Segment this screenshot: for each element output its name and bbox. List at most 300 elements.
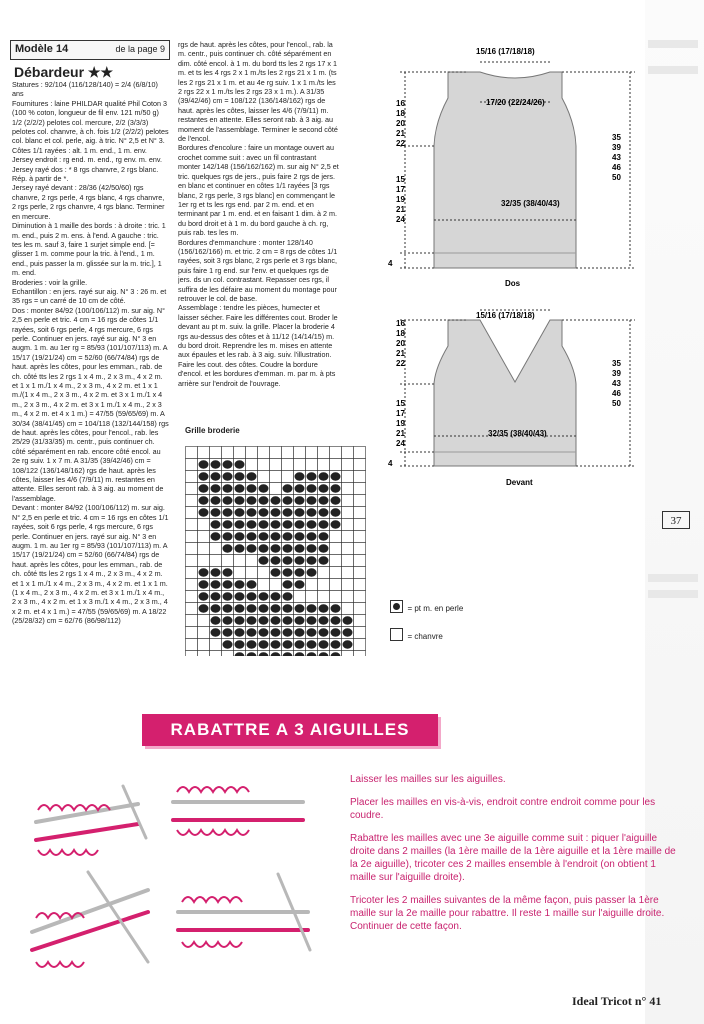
legend-empty-label: = chanvre xyxy=(407,632,443,641)
grid-cell xyxy=(198,615,210,627)
title-name: Débardeur xyxy=(14,64,85,80)
grid-cell xyxy=(342,567,354,579)
grid-cell xyxy=(258,471,270,483)
dos-top-width: 15/16 (17/18/18) xyxy=(476,47,535,56)
grid-stitch-dot xyxy=(271,604,281,612)
devant-rib-height: 4 xyxy=(388,459,393,468)
grid-cell xyxy=(306,447,318,459)
grid-stitch-dot xyxy=(283,544,293,552)
grid-cell xyxy=(354,483,366,495)
dos-right-label: 35 xyxy=(612,133,621,142)
grid-stitch-dot xyxy=(295,568,305,576)
grid-cell xyxy=(186,459,198,471)
grid-cell xyxy=(342,651,354,657)
legend-item-empty xyxy=(390,626,443,644)
grid-cell xyxy=(186,543,198,555)
grid-cell xyxy=(306,459,318,471)
grid-stitch-dot xyxy=(259,628,269,636)
devant-left-top-label: 16 xyxy=(396,319,405,328)
rabattre-step: Tricoter les 2 mailles suivantes de la même façon, puis passer la 1ère maille sur la 2e maille pour rabattre. Il reste 1 maille sur l'aiguille droite. Continuer de cette façon. xyxy=(350,895,665,932)
grid-cell xyxy=(354,627,366,639)
grid-cell xyxy=(354,519,366,531)
grid-stitch-dot xyxy=(247,532,257,540)
grid-stitch-dot xyxy=(331,604,341,612)
rabattre-banner xyxy=(142,714,438,746)
grid-cell xyxy=(246,459,258,471)
para-cotes: Côtes 1/1 rayées : alt. 1 m. end., 1 m. env. xyxy=(12,145,147,155)
grid-cell xyxy=(294,447,306,459)
dos-left-top-label: 18 xyxy=(396,109,405,118)
para-bordures-emmanchure: Bordures d'emmanchure : monter 128/140 (156/162/166) m. et tric. 2 cm = 8 rgs de côtes 1/1 rayées, soit 3 rgs blanc, 2 rgs perle et 3 rgs blanc, puis faire 1 rg end. sur l'env. et quelques rgs de jers. ds un col. contrastant. Repasser ces rgs, il suffira de les défaire au moment du montage pour retrouver le col. de base. xyxy=(178,237,338,303)
grid-stitch-dot xyxy=(235,592,245,600)
grid-cell xyxy=(186,627,198,639)
grid-stitch-dot xyxy=(295,628,305,636)
dos-right-label: 50 xyxy=(612,173,621,182)
grid-stitch-dot xyxy=(319,616,329,624)
adjacent-page-ghost-line xyxy=(648,40,698,48)
grid-stitch-dot xyxy=(295,604,305,612)
grid-stitch-dot xyxy=(211,460,221,468)
dos-caption: Dos xyxy=(505,279,521,288)
grid-stitch-dot xyxy=(235,604,245,612)
grid-stitch-dot xyxy=(247,496,257,504)
legend-dot-icon xyxy=(390,600,403,613)
devant-left-top-label: 18 xyxy=(396,329,405,338)
grid-stitch-dot xyxy=(283,592,293,600)
grid-stitch-dot xyxy=(247,580,257,588)
grid-stitch-dot xyxy=(223,592,233,600)
grid-stitch-dot xyxy=(307,640,317,648)
grid-stitch-dot xyxy=(319,532,329,540)
grid-cell xyxy=(246,555,258,567)
model-header xyxy=(10,40,170,60)
grid-stitch-dot xyxy=(211,484,221,492)
grid-cell xyxy=(186,519,198,531)
grid-cell xyxy=(186,639,198,651)
grid-stitch-dot xyxy=(319,520,329,528)
grid-stitch-dot xyxy=(295,544,305,552)
grid-stitch-dot xyxy=(211,472,221,480)
grid-stitch-dot xyxy=(283,628,293,636)
grid-cell xyxy=(270,579,282,591)
grid-stitch-dot xyxy=(283,604,293,612)
grid-stitch-dot xyxy=(259,520,269,528)
grid-stitch-dot xyxy=(259,508,269,516)
grid-cell xyxy=(354,615,366,627)
grid-stitch-dot xyxy=(295,484,305,492)
dos-left-top-label: 22 xyxy=(396,139,405,148)
grid-cell xyxy=(318,591,330,603)
grid-cell xyxy=(246,447,258,459)
grid-stitch-dot xyxy=(235,580,245,588)
para-encolure: rgs de haut. après les côtes, pour l'encol., rab. la m. centr., puis continuer ch. côté séparément en dim. côté encol. à 1 m. du bord tts les 2 rgs 17 x 1 m. et ts les 4 rgs 2 x 1 m./ts les 2 rgs 21 x 1 m. (ts les 2 rgs 21 x 1 m. et au 4e rg suiv. 1 x 1 m./ts les 2 rgs 22 x 1 m./ts les 2 rgs 23 x 1 m.). A 31/35 (39/42/46) cm = 108/122 (136/148/162) rgs de haut. après les côtes, laisser les 4/6 (7/9/11) m. restantes en attente. Elles seront rab. à 3 aig. au moment de l'assemblage. Terminer le second côté de l'encol. xyxy=(178,40,338,144)
grid-stitch-dot xyxy=(247,520,257,528)
grid-cell xyxy=(330,555,342,567)
grid-cell xyxy=(186,615,198,627)
grid-cell xyxy=(258,447,270,459)
grid-cell xyxy=(186,603,198,615)
grid-stitch-dot xyxy=(259,604,269,612)
pattern-title xyxy=(14,64,113,81)
dos-left-top-label: 20 xyxy=(396,119,405,128)
grid-cell xyxy=(354,651,366,657)
grid-stitch-dot xyxy=(235,616,245,624)
grid-cell xyxy=(222,555,234,567)
para-statures: Statures : 92/104 (116/128/140) = 2/4 (6/8/10) ans xyxy=(12,80,158,99)
grid-cell xyxy=(258,459,270,471)
para-jersey-raye-dos: Jersey rayé dos : * 8 rgs chanvre, 2 rgs blanc. Rép. à partir de *. xyxy=(12,164,159,184)
knitting-illustrations xyxy=(28,762,328,972)
para-broderies: Broderies : voir la grille. xyxy=(12,277,88,287)
grid-stitch-dot xyxy=(247,640,257,648)
grid-stitch-dot xyxy=(295,640,305,648)
dos-left-bottom-label: 24 xyxy=(396,215,405,224)
grid-stitch-dot xyxy=(223,616,233,624)
grid-stitch-dot xyxy=(319,472,329,480)
para-fournitures: Fournitures : laine PHILDAR qualité Phil Coton 3 (100 % coton, longueur de fil env. 121 m/50 g) 1/2 (2/2/2) pelotes col. mercure, 2/2 (3/3/3) pelotes col. chanvre, à ch. fois 1/2 (2/2/2) pelotes col. blanc et col. perle, aig. à tric. N° 2,5 et N° 3. xyxy=(12,98,169,146)
grid-cell xyxy=(198,627,210,639)
dos-rib-height: 4 xyxy=(388,259,393,268)
grid-stitch-dot xyxy=(307,532,317,540)
para-echantillon: Echantillon : en jers. rayé sur aig. N° 3 : 26 m. et 35 rgs = un carré de 10 cm de côté. xyxy=(12,286,167,306)
grid-cell xyxy=(270,459,282,471)
grid-cell xyxy=(354,495,366,507)
grid-stitch-dot xyxy=(199,580,209,588)
grid-cell xyxy=(330,531,342,543)
grid-cell xyxy=(222,447,234,459)
grid-cell xyxy=(186,591,198,603)
grid-stitch-dot xyxy=(259,556,269,564)
grid-stitch-dot xyxy=(211,496,221,504)
dos-right-label: 39 xyxy=(612,143,621,152)
grid-stitch-dot xyxy=(295,532,305,540)
devant-left-bottom-label: 15 xyxy=(396,399,405,408)
grid-cell xyxy=(330,567,342,579)
grid-cell xyxy=(330,447,342,459)
grid-cell xyxy=(198,651,210,657)
grid-stitch-dot xyxy=(211,580,221,588)
grid-stitch-dot xyxy=(223,460,233,468)
grid-cell xyxy=(342,507,354,519)
grid-cell xyxy=(186,651,198,657)
grid-stitch-dot xyxy=(247,604,257,612)
grid-stitch-dot xyxy=(307,472,317,480)
grid-cell xyxy=(210,639,222,651)
grid-stitch-dot xyxy=(319,544,329,552)
grid-stitch-dot xyxy=(343,640,353,648)
para-jersey-raye-devant: Jersey rayé devant : 28/36 (42/50/60) rgs chanvre, 2 rgs perle, 4 rgs blanc, 4 rgs chanvre, 2 rgs perle, 2 rgs chanvre, 4 rgs blanc. Terminer en mercure. xyxy=(12,183,165,221)
grid-cell xyxy=(354,603,366,615)
grid-stitch-dot xyxy=(319,508,329,516)
grid-cell xyxy=(198,519,210,531)
dos-left-bottom-label: 17 xyxy=(396,185,405,194)
legend-empty-icon xyxy=(390,628,403,641)
illustration-step-2 xyxy=(173,787,303,835)
grid-stitch-dot xyxy=(307,520,317,528)
devant-right-label: 46 xyxy=(612,389,621,398)
banner-title: RABATTRE A 3 AIGUILLES xyxy=(170,720,410,739)
grid-stitch-dot xyxy=(259,640,269,648)
grid-stitch-dot xyxy=(235,460,245,468)
grid-stitch-dot xyxy=(343,628,353,636)
grid-stitch-dot xyxy=(307,556,317,564)
illustration-step-3 xyxy=(32,872,148,967)
grid-stitch-dot xyxy=(295,472,305,480)
grid-cell xyxy=(210,543,222,555)
grid-stitch-dot xyxy=(211,616,221,624)
grid-stitch-dot xyxy=(283,484,293,492)
grid-stitch-dot xyxy=(319,556,329,564)
grid-stitch-dot xyxy=(283,556,293,564)
grid-stitch-dot xyxy=(295,580,305,588)
adjacent-page-ghost-line xyxy=(648,66,698,74)
grid-stitch-dot xyxy=(331,484,341,492)
grid-cell xyxy=(354,579,366,591)
grid-cell xyxy=(342,603,354,615)
grid-cell xyxy=(354,507,366,519)
grid-stitch-dot xyxy=(295,508,305,516)
grid-cell xyxy=(234,447,246,459)
grid-stitch-dot xyxy=(295,496,305,504)
grid-stitch-dot xyxy=(331,640,341,648)
grid-stitch-dot xyxy=(319,640,329,648)
grid-stitch-dot xyxy=(283,520,293,528)
grid-cell xyxy=(258,579,270,591)
illustration-step-4 xyxy=(178,874,310,950)
grid-stitch-dot xyxy=(223,472,233,480)
dos-left-bottom-label: 15 xyxy=(396,175,405,184)
grid-stitch-dot xyxy=(259,616,269,624)
grid-stitch-dot xyxy=(223,508,233,516)
grid-stitch-dot xyxy=(307,508,317,516)
grid-stitch-dot xyxy=(295,520,305,528)
grid-stitch-dot xyxy=(199,568,209,576)
adjacent-page-ghost-line xyxy=(648,590,698,598)
legend-dot-label: = pt m. en perle xyxy=(407,604,464,613)
grid-cell xyxy=(354,555,366,567)
devant-right-label: 39 xyxy=(612,369,621,378)
grid-cell xyxy=(306,591,318,603)
diagram-devant xyxy=(380,300,650,490)
grid-stitch-dot xyxy=(343,616,353,624)
dos-neck-width: 17/20 (22/24/26) xyxy=(486,98,545,107)
dos-left-bottom-label: 21 xyxy=(396,205,405,214)
grid-title: Grille broderie xyxy=(185,426,240,435)
grid-stitch-dot xyxy=(247,592,257,600)
grid-stitch-dot xyxy=(247,472,257,480)
grid-cell xyxy=(198,531,210,543)
dos-left-bottom-label: 19 xyxy=(396,195,405,204)
grid-stitch-dot xyxy=(223,628,233,636)
grid-cell xyxy=(342,471,354,483)
grid-stitch-dot xyxy=(307,616,317,624)
grid-stitch-dot xyxy=(331,616,341,624)
devant-left-top-label: 21 xyxy=(396,349,405,358)
devant-right-label: 50 xyxy=(612,399,621,408)
magazine-footer: Ideal Tricot n° 41 xyxy=(572,994,662,1008)
legend-item-dot xyxy=(390,598,463,616)
grid-stitch-dot xyxy=(283,508,293,516)
grid-cell xyxy=(318,567,330,579)
grid-stitch-dot xyxy=(307,544,317,552)
rabattre-instructions xyxy=(350,773,680,943)
grid-stitch-dot xyxy=(283,496,293,504)
grid-stitch-dot xyxy=(271,532,281,540)
grid-stitch-dot xyxy=(235,496,245,504)
grid-stitch-dot xyxy=(307,496,317,504)
grid-cell xyxy=(354,447,366,459)
grid-cell xyxy=(282,447,294,459)
grid-stitch-dot xyxy=(307,628,317,636)
grid-cell xyxy=(354,471,366,483)
grid-cell xyxy=(186,483,198,495)
grid-stitch-dot xyxy=(319,484,329,492)
model-number: Modèle 14 xyxy=(15,43,69,55)
grid-cell xyxy=(186,507,198,519)
grid-cell xyxy=(354,459,366,471)
grid-cell xyxy=(186,579,198,591)
grid-cell xyxy=(258,567,270,579)
grid-stitch-dot xyxy=(235,544,245,552)
grid-cell xyxy=(342,447,354,459)
grid-stitch-dot xyxy=(331,520,341,528)
grid-cell xyxy=(210,447,222,459)
grid-cell xyxy=(342,519,354,531)
grid-stitch-dot xyxy=(271,544,281,552)
grid-stitch-dot xyxy=(259,592,269,600)
grid-cell xyxy=(234,567,246,579)
grid-stitch-dot xyxy=(247,508,257,516)
grid-stitch-dot xyxy=(235,640,245,648)
grid-stitch-dot xyxy=(211,568,221,576)
grid-stitch-dot xyxy=(211,604,221,612)
grid-cell xyxy=(270,471,282,483)
grid-stitch-dot xyxy=(199,592,209,600)
grid-stitch-dot xyxy=(235,508,245,516)
grid-stitch-dot xyxy=(247,484,257,492)
grid-stitch-dot xyxy=(307,604,317,612)
devant-left-top-label: 20 xyxy=(396,339,405,348)
grid-stitch-dot xyxy=(271,628,281,636)
instructions-column-1 xyxy=(12,80,170,670)
devant-shape xyxy=(434,320,576,466)
grid-stitch-dot xyxy=(211,508,221,516)
devant-left-top-label: 22 xyxy=(396,359,405,368)
grid-cell xyxy=(354,531,366,543)
grid-cell xyxy=(294,591,306,603)
para-devant: Devant : monter 84/92 (100/106/112) m. sur aig. N° 2,5 en perle et tric. 4 cm = 16 rgs en côtes 1/1 rayées, soit 6 rgs perle, 4 rgs mercure, 6 rgs perle. Continuer en jers. rayé sur aig. N° 3 en augm. 1 m. au 1er rg = 85/93 (101/107/113) m. A 15/17 (19/21/24) cm = 52/60 (66/74/84) rgs de haut. après les côtes, pour les emman., rab. de ch. côté tts les 2 rgs 1 x 4 m., 2 x 3 m., 4 x 2 m. et 1 x 1 m./1 x 4 m., 2 x 3 m., 4 x 2 m. et 1 x 1 m. (1 x 4 m., 2 x 3 m., 4 x 2 m. et 3 x 1 m./1 x 4 m., 2 x 3 m., 4 x 2 m. et 1 x 3 m./1 x 4 m., 2 x 3 m., 4 x 2 m. et 4 x 1 m.) = 47/55 (59/65/69) m. A 18/22 (25/28/32) cm = 62/76 (86/98/112) xyxy=(12,503,169,626)
para-jersey-endroit: Jersey endroit : rg end. m. end., rg env. m. env. xyxy=(12,155,162,165)
grid-stitch-dot xyxy=(283,640,293,648)
grid-stitch-dot xyxy=(247,616,257,624)
rabattre-step: Rabattre les mailles avec une 3e aiguille comme suit : piquer l'aiguille droite dans 2 mailles (la 1ère maille de la 1ère aiguille et la 1ère maille de la 2e aiguille), tricoter ces 2 mailles ensemble à l'endroit (on obtient 1 maille sur l'aiguille droite). xyxy=(350,833,676,883)
grid-stitch-dot xyxy=(247,628,257,636)
devant-left-bottom-label: 17 xyxy=(396,409,405,418)
grid-stitch-dot xyxy=(295,556,305,564)
grid-cell xyxy=(342,591,354,603)
grid-stitch-dot xyxy=(259,532,269,540)
grid-cell xyxy=(282,459,294,471)
grid-stitch-dot xyxy=(235,532,245,540)
grid-cell xyxy=(318,579,330,591)
devant-left-bottom-label: 19 xyxy=(396,419,405,428)
grid-cell xyxy=(342,459,354,471)
grid-cell xyxy=(222,651,234,657)
grid-cell xyxy=(330,591,342,603)
page-number: 37 xyxy=(662,511,690,529)
grid-cell xyxy=(318,447,330,459)
devant-left-bottom-label: 21 xyxy=(396,429,405,438)
grid-cell xyxy=(342,531,354,543)
grid-cell xyxy=(198,447,210,459)
grid-cell xyxy=(330,543,342,555)
grid-stitch-dot xyxy=(283,580,293,588)
grid-stitch-dot xyxy=(199,484,209,492)
grid-cell xyxy=(306,579,318,591)
adjacent-page-ghost-line xyxy=(648,574,698,582)
grid-stitch-dot xyxy=(259,496,269,504)
grid-stitch-dot xyxy=(283,532,293,540)
grid-stitch-dot xyxy=(223,520,233,528)
grid-stitch-dot xyxy=(271,616,281,624)
grid-stitch-dot xyxy=(331,496,341,504)
grid-stitch-dot xyxy=(295,616,305,624)
grid-cell xyxy=(186,495,198,507)
grid-stitch-dot xyxy=(235,484,245,492)
grid-stitch-dot xyxy=(223,604,233,612)
dos-right-label: 46 xyxy=(612,163,621,172)
grid-stitch-dot xyxy=(223,580,233,588)
grid-stitch-dot xyxy=(283,568,293,576)
grid-cell xyxy=(342,483,354,495)
grid-cell xyxy=(282,471,294,483)
grid-cell xyxy=(198,639,210,651)
grid-stitch-dot xyxy=(199,508,209,516)
grid-cell xyxy=(330,459,342,471)
grid-cell xyxy=(270,483,282,495)
grid-stitch-dot xyxy=(271,520,281,528)
grid-stitch-dot xyxy=(211,628,221,636)
grid-stitch-dot xyxy=(235,472,245,480)
devant-bottom-width: 32/35 (38/40/43) xyxy=(488,429,547,438)
grid-cell xyxy=(354,591,366,603)
grid-cell xyxy=(246,567,258,579)
grid-cell xyxy=(342,543,354,555)
devant-left-bottom-label: 24 xyxy=(396,439,405,448)
grid-stitch-dot xyxy=(331,472,341,480)
grid-stitch-dot xyxy=(307,484,317,492)
dos-left-top-label: 21 xyxy=(396,129,405,138)
grid-cell xyxy=(186,447,198,459)
grid-cell xyxy=(198,555,210,567)
grid-cell xyxy=(186,531,198,543)
grid-cell xyxy=(210,651,222,657)
grid-stitch-dot xyxy=(319,604,329,612)
grid-stitch-dot xyxy=(235,628,245,636)
dos-bottom-width: 32/35 (38/40/43) xyxy=(501,199,560,208)
embroidery-grid xyxy=(185,446,375,656)
grid-stitch-dot xyxy=(223,568,233,576)
grid-cell xyxy=(342,495,354,507)
grid-stitch-dot xyxy=(259,484,269,492)
grid-stitch-dot xyxy=(235,520,245,528)
grid-stitch-dot xyxy=(271,568,281,576)
grid-cell xyxy=(198,543,210,555)
devant-caption: Devant xyxy=(506,478,533,487)
grid-cell xyxy=(294,459,306,471)
grid-stitch-dot xyxy=(271,508,281,516)
grid-cell xyxy=(354,543,366,555)
